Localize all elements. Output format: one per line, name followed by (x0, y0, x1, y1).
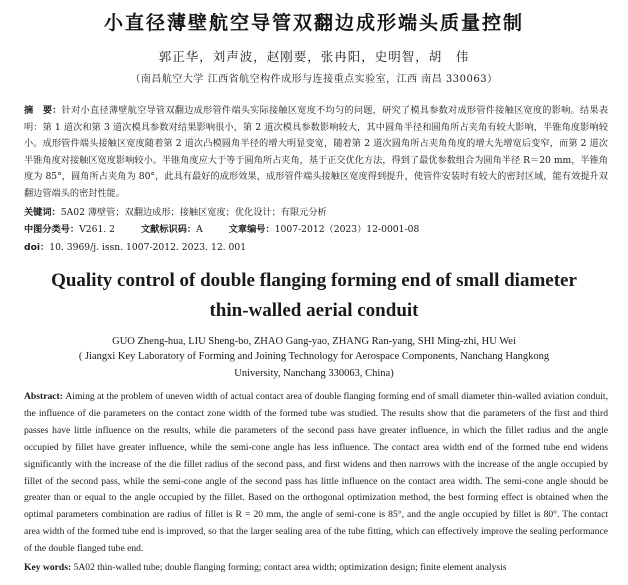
class-number-value: V261. 2 (79, 224, 115, 235)
english-abstract-text: Aiming at the problem of uneven width of actual contact area of double flanging forming end of small diameter thin-walled aviation conduit, the influence of die parameters on the contact zone width of the formed tube was studied. The results show that die parameters of the first and third passes have little influence on the results, while die parameters of the second pass have greater influence, in which the fillet radius and the angle occupied by fillet have greater influence, while the semi-cone angle has less influence. The contact area width end of the formed tube end widens significantly with the increase of the die fillet radius of the second pass, and first widens and then narrows with the increase of the angle occupied by fillet of the second pass, while the semi-cone angle of the second pass has little influence on the contact area width. The semi-cone angle should be greater than or equal to the angle occupied by the fillet. Based on the orthogonal optimization method, the best forming effect is obtained when the optimal parameters combination are radius of fillet is R = 20 mm, the angle of semi-cone is 85°, and the angle occupied by fillet is 80°. The contact area width of the formed tube end is improved, so that the larger sealing area of the tube fitting, which can effectively improve the sealing performance of the double flanged tube end. (24, 391, 608, 555)
chinese-keywords-label: 关键词： (24, 207, 61, 218)
english-authors: GUO Zheng-hua, LIU Sheng-bo, ZHAO Gang-yao, ZHANG Ran-yang, SHI Ming-zhi, HU Wei (112, 336, 516, 347)
document-code-label: 文献标识码： (140, 224, 197, 235)
english-abstract-label: Abstract: (24, 391, 63, 402)
classification-line (24, 222, 608, 239)
english-keywords-label: Key words: (24, 562, 72, 573)
doi-line (24, 240, 608, 257)
english-keywords-text: 5A02 thin-walled tube; double flanging forming; contact area width; optimization design; finite element analysis (73, 562, 507, 573)
chinese-authors: 郭正华，刘声波，赵刚要，张冉阳，史明智，胡 伟 (158, 49, 470, 64)
english-keywords (24, 562, 608, 573)
english-title: Quality control of double flanging forming end of small diameter thin-walled aerial conduit (51, 270, 577, 321)
chinese-keywords (24, 205, 608, 222)
doi-value: 10. 3969/j. issn. 1007-2012. 2023. 12. 001 (49, 242, 247, 253)
chinese-keywords-text: 5A02 薄壁管；双翻边成形；接触区宽度；优化设计；有限元分析 (60, 207, 327, 218)
chinese-abstract-label: 摘 要： (24, 105, 62, 116)
doi-label: doi： (24, 242, 50, 253)
chinese-title: 小直径薄壁航空导管双翻边成形端头质量控制 (103, 12, 524, 34)
chinese-abstract (24, 103, 608, 203)
chinese-affiliation: （南昌航空大学 江西省航空构件成形与连接重点实验室，江西 南昌 330063） (130, 74, 498, 85)
english-abstract (24, 389, 608, 558)
document-code-value: A (196, 224, 203, 235)
chinese-abstract-text: 针对小直径薄壁航空导管双翻边成形管件端头实际接触区宽度不均匀的问题，研究了模具参数对成形管件接触区宽度的影响。结果表明：第 1 道次和第 3 道次模具参数对结果影响很小，第 2 道次模具参数影响较大，其中圆角半径和圆角所占夹角有较大影响，半锥角度影响较小。成形管件端头接触区宽度随着第 2 道次凸模圆角半径的增大明显变宽，随着第 2 道次圆角所占夹角角度的增大先增宽后变窄，而第 2 道次半锥角度对接触区宽度影响较小。半锥角度应大于等于圆角所占夹角，基于正交优化方法，得到了最优参数组合为圆角半径 R＝20 mm，半锥角度为 85°，圆角所占夹角为 80°，此具有最好的成形效果，成形管件端头接触区宽度得到提升，使管件安装时有较大的密封区域，能有效提升双翻边管端头的密封性能。 (24, 105, 609, 199)
article-number-label: 文章编号： (228, 224, 275, 235)
article-number-value: 1007-2012（2023）12-0001-08 (274, 224, 420, 235)
class-number-label: 中图分类号： (24, 224, 80, 235)
english-affiliation: ( Jiangxi Key Laboratory of Forming and Joining Technology for Aerospace Components, Nanchang Hangkong University, Nanchang 330063, China) (78, 351, 550, 379)
